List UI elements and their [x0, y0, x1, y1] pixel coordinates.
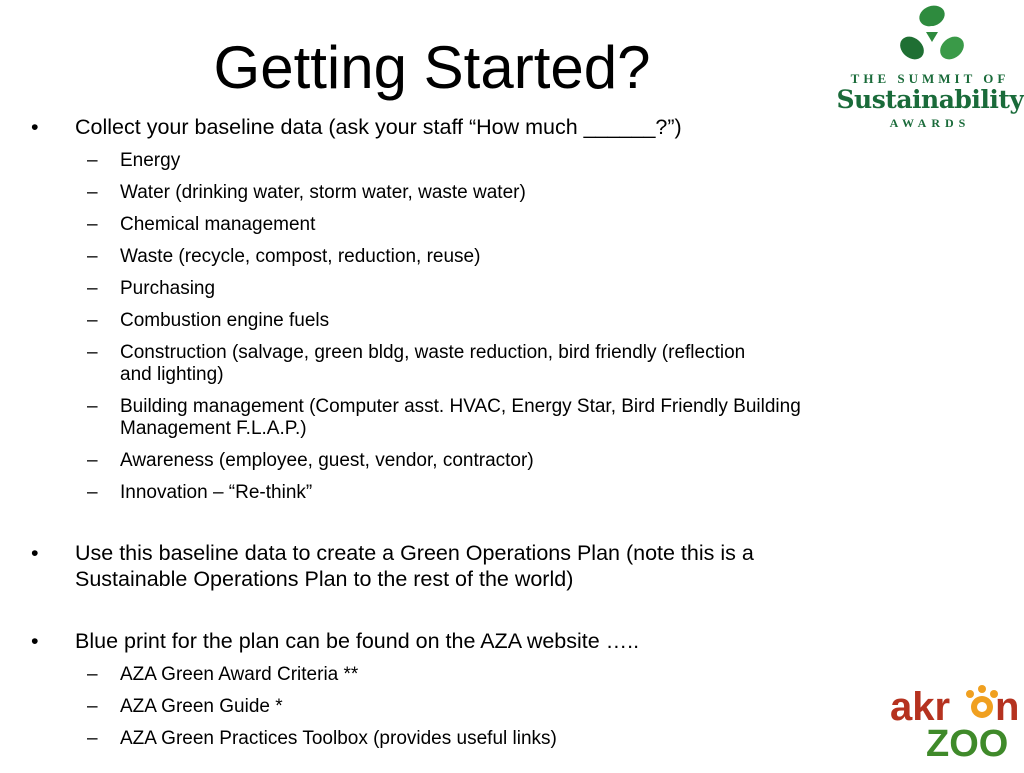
zoo-logo-word: ZOO	[926, 723, 1009, 765]
sub-item	[0, 246, 864, 268]
summit-sustainability-logo	[836, 2, 1024, 134]
sub-item-text: AZA Green Guide *	[120, 696, 283, 717]
sub-item-text: Combustion engine fuels	[120, 310, 330, 331]
sub-item-text: Water (drinking water, storm water, waste water)	[120, 182, 526, 203]
akron-logo-word: akr	[890, 685, 951, 729]
dash-mark: –	[87, 450, 98, 471]
recycle-leaves-icon	[836, 2, 1024, 72]
sub-list	[0, 664, 864, 750]
sub-item	[0, 728, 864, 750]
bullet-text: Collect your baseline data (ask your staff “How much ______?”)	[75, 115, 682, 139]
dash-mark: –	[87, 342, 98, 363]
sub-item	[0, 278, 864, 300]
sub-item-text: Chemical management	[120, 214, 316, 235]
bullet-item-green-ops-plan	[0, 540, 845, 592]
summit-logo-line1: THE SUMMIT OF	[850, 71, 1010, 86]
sub-item	[0, 396, 860, 440]
dash-mark: –	[87, 664, 98, 685]
sub-item	[0, 696, 864, 718]
bullet-text: Blue print for the plan can be found on the AZA website …..	[75, 629, 640, 653]
sub-item	[0, 150, 864, 172]
summit-logo-line3: AWARDS	[889, 116, 971, 130]
bullet-mark: •	[31, 541, 39, 565]
sub-item-text: Innovation – “Re-think”	[120, 482, 313, 503]
dash-mark: –	[87, 150, 98, 171]
bullet-list	[0, 114, 864, 750]
dash-mark: –	[87, 278, 98, 299]
sub-item	[0, 450, 864, 472]
akron-zoo-logo	[888, 680, 1024, 768]
sub-item-text: Building management (Computer asst. HVAC, Energy Star, Bird Friendly Building Management F.L.A.P.)	[120, 396, 801, 439]
sub-item	[0, 310, 864, 332]
bullet-text: Use this baseline data to create a Green Operations Plan (note this is a Sustainable Operations Plan to the rest of the world)	[75, 541, 754, 591]
dash-mark: –	[87, 696, 98, 717]
sub-item	[0, 664, 864, 686]
dash-mark: –	[87, 728, 98, 749]
svg-text:n: n	[995, 685, 1020, 729]
sub-item	[0, 482, 864, 504]
sub-item-text: Energy	[120, 150, 181, 171]
bullet-item-baseline	[0, 114, 864, 504]
dash-mark: –	[87, 396, 98, 417]
dash-mark: –	[87, 310, 98, 331]
sub-item	[0, 214, 864, 236]
sub-item	[0, 182, 864, 204]
sub-item-text: Waste (recycle, compost, reduction, reuse)	[120, 246, 481, 267]
sub-item-text: AZA Green Practices Toolbox (provides useful links)	[120, 728, 557, 749]
bullet-item-blue-print	[0, 628, 864, 750]
slide-title: Getting Started?	[213, 34, 651, 101]
dash-mark: –	[87, 214, 98, 235]
akron-zoo-logo-art	[888, 680, 1024, 768]
sub-item-text: Awareness (employee, guest, vendor, contractor)	[120, 450, 534, 471]
dash-mark: –	[87, 246, 98, 267]
bullet-mark: •	[31, 115, 39, 139]
sub-item-text: Construction (salvage, green bldg, waste reduction, bird friendly (reflection and lighting)	[120, 342, 746, 385]
sub-item	[0, 342, 780, 386]
sub-item-text: Purchasing	[120, 278, 216, 299]
dash-mark: –	[87, 182, 98, 203]
summit-logo-line2: Sustainability	[836, 85, 1024, 114]
bullet-mark: •	[31, 629, 39, 653]
sub-item-text: AZA Green Award Criteria **	[120, 664, 359, 685]
dash-mark: –	[87, 482, 98, 503]
sub-list	[0, 150, 864, 504]
